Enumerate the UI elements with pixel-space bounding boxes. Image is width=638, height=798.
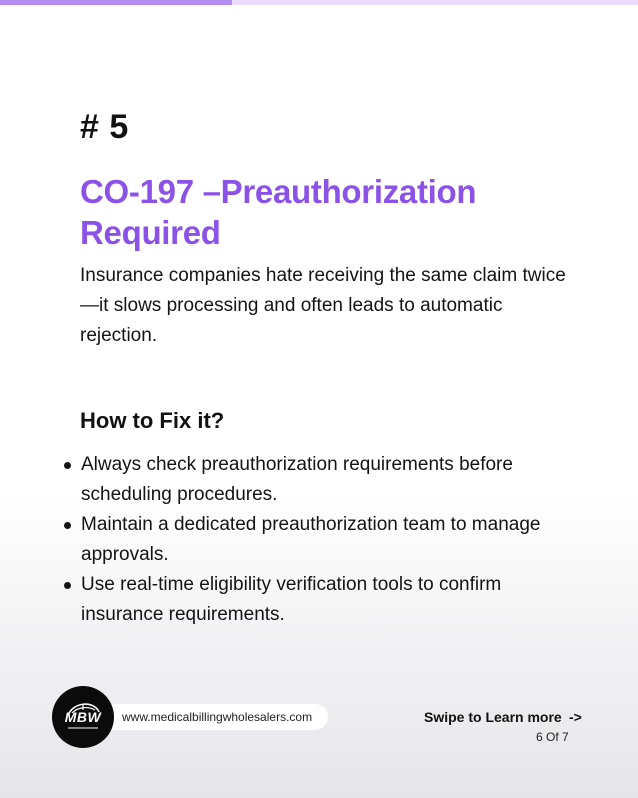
intro-paragraph	[80, 261, 600, 351]
intro-line-3: rejection.	[80, 325, 158, 346]
slide-number: # 5	[80, 108, 129, 146]
page-title	[80, 171, 600, 253]
title-line-1: CO-197 –Preauthorization	[80, 173, 477, 210]
intro-line-2: —it slows processing and often leads to automatic	[80, 295, 503, 316]
fix-heading: How to Fix it?	[80, 408, 225, 433]
list-item	[62, 510, 582, 570]
page-count: 6 Of 7	[536, 730, 569, 744]
bullet-icon	[64, 582, 71, 589]
progress-track	[0, 0, 638, 5]
bullet-icon	[64, 522, 71, 529]
list-item-line-1: Maintain a dedicated preauthorization team to manage	[81, 514, 541, 535]
fix-list	[62, 450, 582, 630]
intro-line-1: Insurance companies hate receiving the same claim twice	[80, 265, 566, 286]
globe-arc-icon	[52, 686, 114, 748]
list-item-line-2: scheduling procedures.	[81, 484, 278, 505]
list-item-line-1: Use real-time eligibility verification tools to confirm	[81, 574, 502, 595]
list-item-line-2: insurance requirements.	[81, 604, 285, 625]
list-item	[62, 450, 582, 510]
logo-text: MBW	[64, 709, 102, 725]
globe-logo-icon	[52, 686, 114, 748]
progress-fill	[0, 0, 232, 5]
list-item-line-1: Always check preauthorization requirements before	[81, 454, 513, 475]
list-item	[62, 570, 582, 630]
title-line-2: Required	[80, 214, 221, 251]
swipe-arrow-icon[interactable]: ->	[569, 709, 582, 725]
bullet-icon	[64, 462, 71, 469]
website-link[interactable]: www.medicalbillingwholesalers.com	[100, 704, 328, 730]
list-item-line-2: approvals.	[81, 544, 169, 565]
swipe-label[interactable]: Swipe to Learn more	[424, 709, 562, 725]
